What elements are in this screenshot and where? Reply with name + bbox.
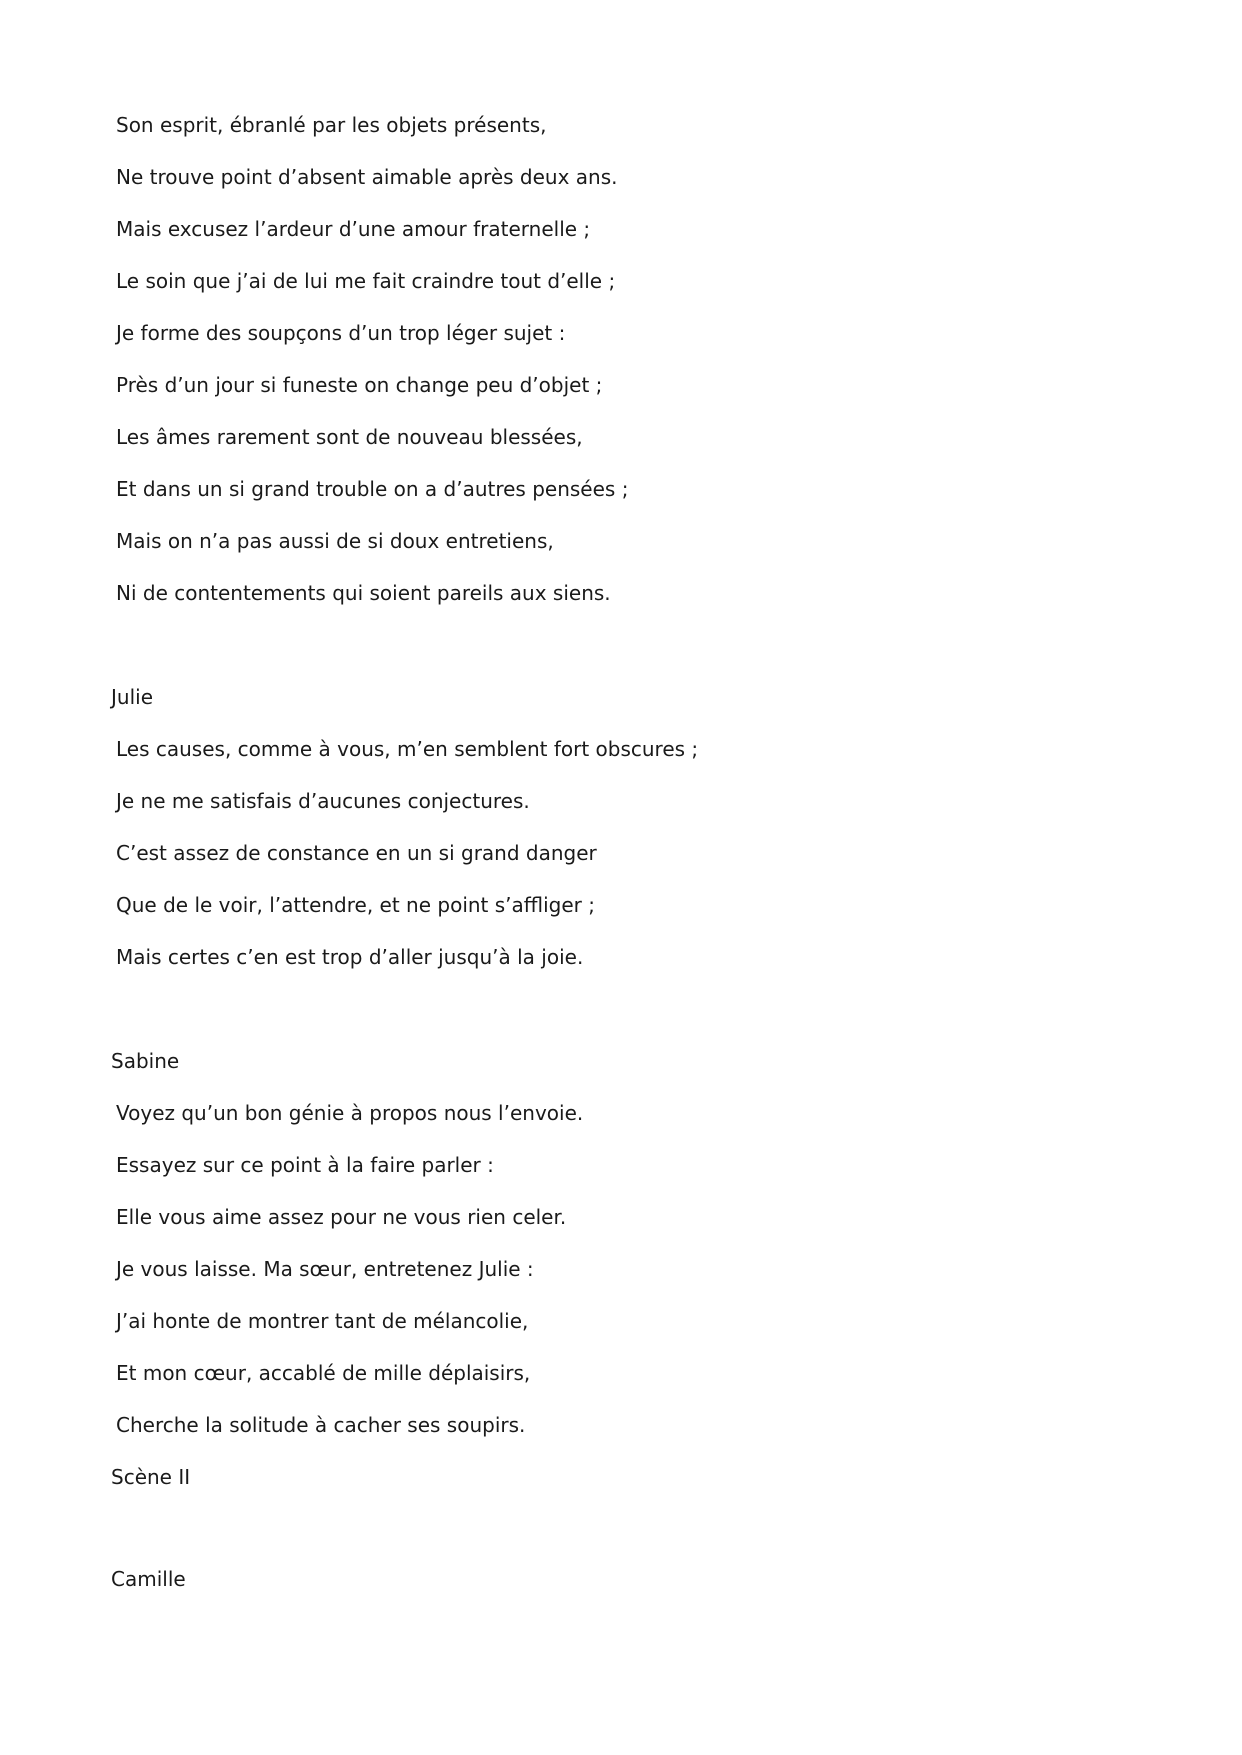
verse-line: Son esprit, ébranlé par les objets présents, <box>116 113 547 137</box>
speaker-name: Julie <box>111 685 153 709</box>
verse-line: Les âmes rarement sont de nouveau blessées, <box>116 425 583 449</box>
verse-line: Cherche la solitude à cacher ses soupirs. <box>116 1413 526 1437</box>
scene-heading: Scène II <box>111 1465 191 1489</box>
verse-line: Que de le voir, l’attendre, et ne point s’affliger ; <box>116 893 596 917</box>
verse-line: C’est assez de constance en un si grand danger <box>116 841 597 865</box>
verse-line: Je forme des soupçons d’un trop léger sujet : <box>116 321 566 345</box>
speaker-name: Camille <box>111 1567 186 1591</box>
verse-line: Le soin que j’ai de lui me fait craindre tout d’elle ; <box>116 269 616 293</box>
verse-line: J’ai honte de montrer tant de mélancolie, <box>116 1309 529 1333</box>
verse-line: Je vous laisse. Ma sœur, entretenez Julie : <box>116 1257 534 1281</box>
verse-line: Je ne me satisfais d’aucunes conjectures. <box>116 789 530 813</box>
verse-line: Et dans un si grand trouble on a d’autres pensées ; <box>116 477 629 501</box>
verse-line: Ni de contentements qui soient pareils aux siens. <box>116 581 611 605</box>
verse-line: Et mon cœur, accablé de mille déplaisirs, <box>116 1361 531 1385</box>
verse-line: Mais certes c’en est trop d’aller jusqu’à la joie. <box>116 945 584 969</box>
verse-line: Ne trouve point d’absent aimable après deux ans. <box>116 165 618 189</box>
verse-line: Mais excusez l’ardeur d’une amour fraternelle ; <box>116 217 591 241</box>
verse-line: Mais on n’a pas aussi de si doux entretiens, <box>116 529 554 553</box>
verse-line: Elle vous aime assez pour ne vous rien celer. <box>116 1205 567 1229</box>
verse-line: Essayez sur ce point à la faire parler : <box>116 1153 494 1177</box>
verse-line: Les causes, comme à vous, m’en semblent fort obscures ; <box>116 737 699 761</box>
speaker-name: Sabine <box>111 1049 180 1073</box>
verse-line: Près d’un jour si funeste on change peu d’objet ; <box>116 373 603 397</box>
verse-line: Voyez qu’un bon génie à propos nous l’envoie. <box>116 1101 584 1125</box>
